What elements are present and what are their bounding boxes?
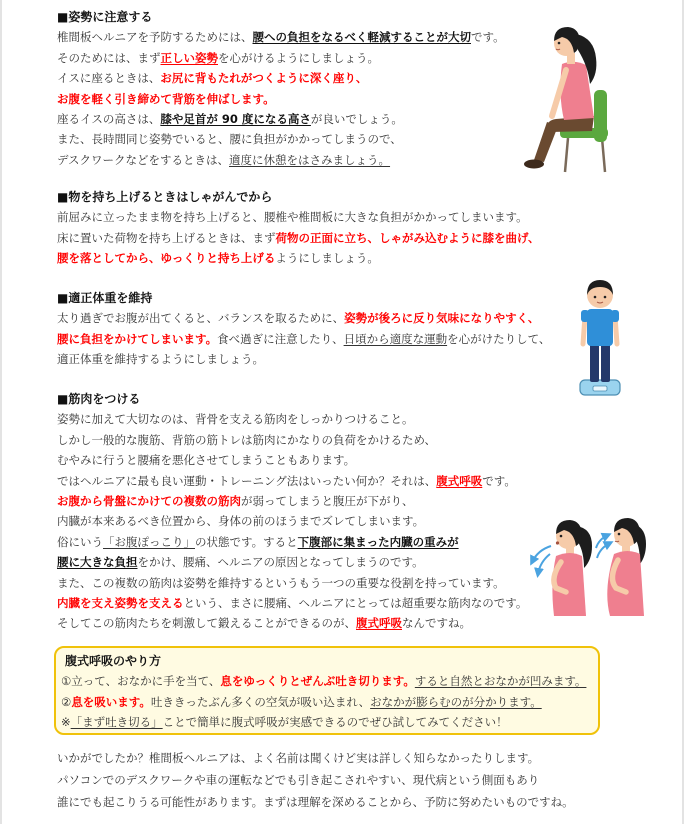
text-line [61,712,598,732]
inhaling-woman-figure [607,518,646,616]
text-line [57,450,527,470]
section-heading: ■適正体重を維持 [57,291,153,305]
red-emphasis: 腰に負担をかけてしまいます。 [57,331,218,346]
underlined-text: 日頃から適度な運動 [343,331,448,346]
red-emphasis: 息を吸います。 [71,694,151,709]
text-line [57,471,527,491]
text-line [57,248,540,268]
text-line [57,613,527,633]
text-line [57,747,574,769]
text-segment: ①立って、おなかに手を当て、 [61,674,221,689]
text-segment: パソコンでのデスクワークや車の運転などでも引き起こされやすい、現代病という側面もあり [57,773,540,787]
text-line [57,68,505,88]
text-segment: 前屈みに立ったまま物を持ち上げると、腰椎や椎間板に大きな負担がかかってしまいます。 [57,210,528,225]
underlined-text: すると自然とおなかが凹みます。 [414,674,587,689]
text-segment: をかけ、腰痛、ヘルニアの原因となってしまうのです。 [137,555,424,570]
sitting-woman-illustration [522,16,610,176]
text-segment: ことで簡単に腹式呼吸が実感できるのでぜひ試してみてください！ [162,715,508,730]
text-segment: そしてこの筋肉たちを刺激して鍛えることができるのが、 [57,616,356,631]
inhale-arrows [596,535,610,558]
red-emphasis: 内臓を支え姿勢を支える [57,596,184,611]
text-segment: イスに座るときは、 [57,71,161,86]
bold-underlined-text: 下腹部に集まった内臓の重みが [297,534,459,549]
text-line [57,48,505,68]
text-line [57,150,505,170]
text-segment: を心がけたりして、 [447,331,551,346]
text-segment: が良いでしょう。 [310,112,403,127]
text-line [57,129,505,149]
text-segment: ※ [61,715,71,730]
text-segment: 吐ききったぶん多くの空気が吸い込まれ、 [150,694,371,709]
text-segment: ではヘルニアに最も良い運動・トレーニング法はいったい何か？それは、 [57,473,437,488]
boy-figure [581,280,619,382]
section-muscle [57,389,527,634]
text-segment: しかし一般的な腹筋、背筋の筋トレは筋肉にかなりの負荷をかけるため、 [57,432,437,447]
red-emphasis: 腰を落としてから、ゆっくりと持ち上げる [57,251,276,266]
section-heading: ■物を持ち上げるときはしゃがんでから [57,190,273,204]
text-segment: を心がけるようにしましょう。 [218,50,379,65]
text-segment: という、まさに腰痛、ヘルニアにとっては超重要な筋肉なのです。 [183,596,528,611]
text-line [57,769,574,791]
text-segment: 椎間板ヘルニアを予防するためには、 [57,30,253,45]
red-emphasis: 腹式呼吸 [356,616,402,631]
bold-underlined-text: 腰への負担をなるべく軽減することが大切 [252,30,471,45]
abdominal-breathing-illustration [520,512,648,618]
section-body [57,27,505,170]
text-segment: 誰にでも起こりうる可能性があります。まずは理解を深めることから、予防に努めたいものですね。 [57,795,574,809]
breathing-box-title: 腹式呼吸のやり方 [65,654,162,668]
boy-on-scale-illustration [578,276,622,398]
red-emphasis: 荷物の正面に立ち、しゃがみ込むように膝を曲げ、 [275,230,540,245]
text-segment: デスクワークなどをするときは、 [57,152,230,167]
section-lifting [57,187,540,269]
text-segment: ようにしましょう。 [275,251,379,266]
section-posture [57,7,505,170]
text-segment: ② [61,694,72,709]
exhaling-woman-figure [552,520,592,616]
text-line [57,552,527,572]
breathing-box-body [61,671,598,732]
text-segment: です。 [471,30,505,45]
woman-figure [524,27,596,169]
breathing-method-box [54,646,600,735]
red-emphasis: 姿勢が後ろに反り気味になりやすく、 [344,311,540,326]
text-segment: そのためには、まず [57,50,161,65]
closing-paragraph [57,747,574,813]
section-body [57,207,540,268]
text-segment: 床に置いた荷物を持ち上げるときは、まず [57,230,276,245]
text-segment: の状態です。すると [195,534,298,549]
text-line [57,228,540,248]
text-line [57,791,574,813]
section-body [57,409,527,633]
red-emphasis: お尻に背もたれがつくように深く座り、 [160,71,368,86]
scale [580,380,620,395]
text-line [57,349,550,369]
text-segment: です。 [482,473,516,488]
section-heading: ■姿勢に注意する [57,10,153,24]
red-emphasis: お腹から骨盤にかけての複数の筋肉 [57,494,241,509]
text-segment: 姿勢に加えて大切なのは、背骨を支える筋肉をしっかりつけること。 [57,412,414,427]
text-line [57,27,505,47]
text-segment: 太り過ぎでお腹が出てくると、バランスを取るために、 [57,311,345,326]
text-line [57,532,527,552]
red-emphasis: 腹式呼吸 [436,473,483,488]
red-emphasis: お腹を軽く引き締めて背筋を伸ばします。 [57,91,275,106]
red-emphasis: 正しい姿勢 [160,50,218,65]
text-line [57,409,527,429]
exhale-arrows [532,546,551,574]
text-line [57,109,505,129]
text-segment: が弱ってしまうと腹圧が下がり、 [241,494,414,509]
text-segment: なんですね。 [402,616,471,631]
text-segment: 座るイスの高さは、 [57,112,161,127]
bold-underlined-text: 腰に大きな負担 [57,555,138,570]
text-line [57,573,527,593]
text-line [61,671,598,691]
text-line [57,89,505,109]
text-line [57,593,527,613]
text-segment: また、長時間同じ姿勢でいると、腰に負担がかかってしまうので、 [57,132,402,147]
text-line [61,692,598,712]
text-line [57,491,527,511]
text-segment: 内臓が本来あるべき位置から、身体の前のほうまでズレてしまいます。 [57,514,425,529]
text-line [57,308,550,328]
text-line [57,511,527,531]
text-line [57,329,550,349]
text-segment: 適正体重を維持するようにしましょう。 [57,352,264,367]
underlined-text: 「お腹ぽっこり」 [103,534,195,549]
bold-underlined-text: 膝や足首が 90 度になる高さ [160,112,311,127]
text-segment: また、この複数の筋肉は姿勢を維持するというもう一つの重要な役割を持っています。 [57,575,505,590]
underlined-text: おなかが膨らむのが分かります。 [370,694,542,709]
text-segment: むやみに行うと腰痛を悪化させてしまうこともあります。 [57,453,356,468]
section-body [57,308,550,369]
text-segment: 俗にいう [57,534,103,549]
text-segment: いかがでしたか？椎間板ヘルニアは、よく名前は聞くけど実は詳しく知らなかったりします。 [57,751,540,765]
section-heading: ■筋肉をつける [57,392,141,406]
underlined-text: 「まず吐き切る」 [70,715,163,730]
red-emphasis: 息をゆっくりとぜんぶ吐き切ります。 [220,674,415,689]
underlined-text: 適度に休憩をはさみましょう。 [229,152,391,167]
text-line [57,430,527,450]
section-weight [57,288,550,370]
text-segment: 食べ過ぎに注意したり、 [217,331,344,346]
text-line [57,207,540,227]
